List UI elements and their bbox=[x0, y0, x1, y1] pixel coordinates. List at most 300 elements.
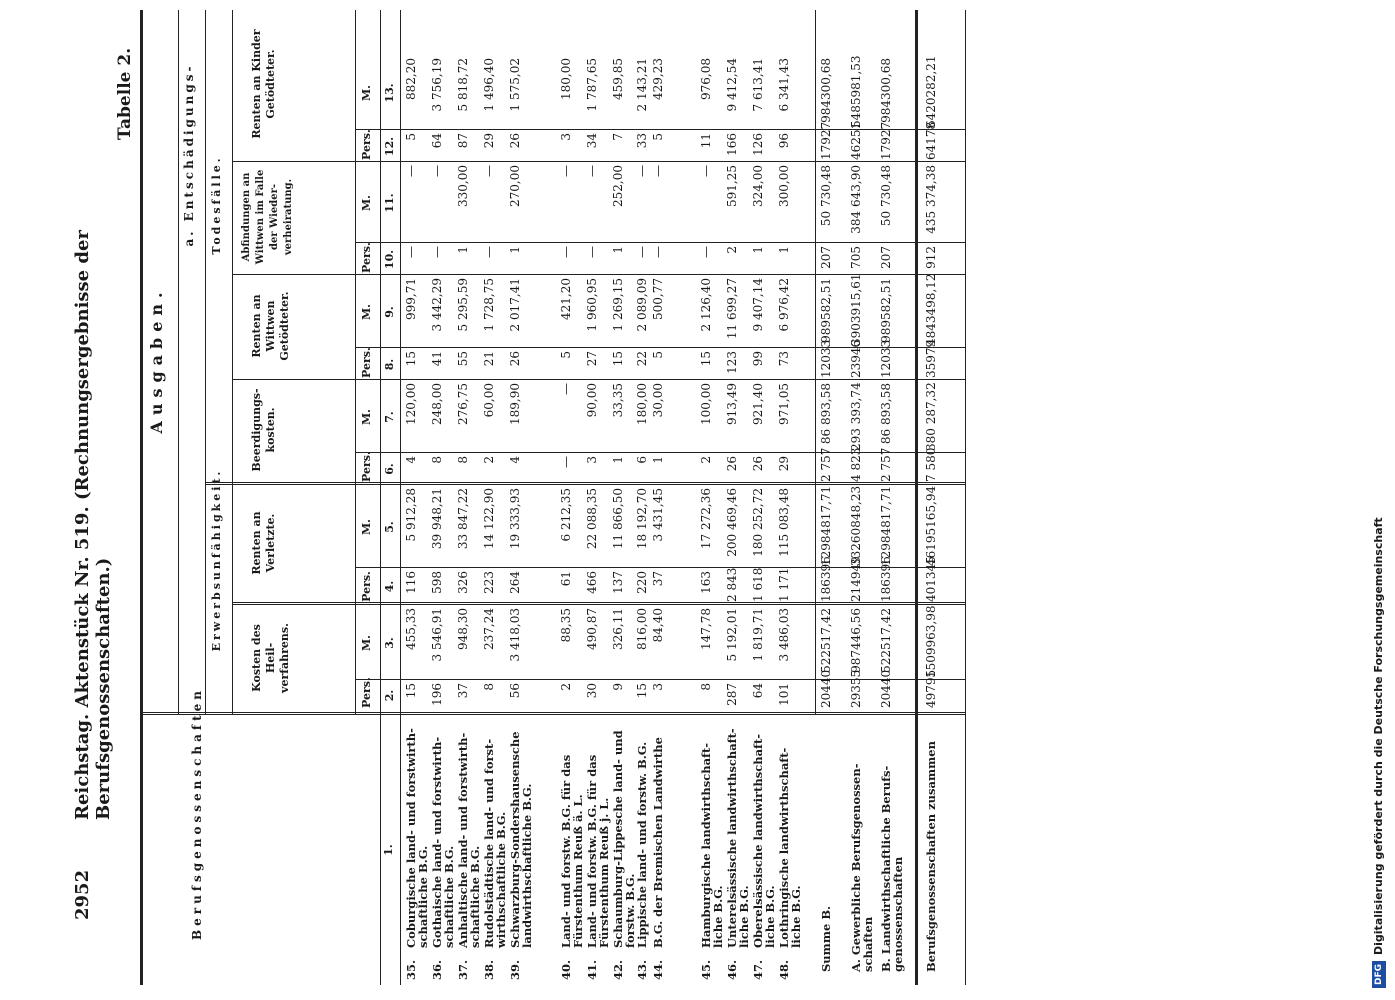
cell-c12: 3 bbox=[559, 133, 573, 141]
cell-c10: — bbox=[559, 246, 573, 258]
row-number: 45. bbox=[699, 959, 713, 980]
cell-c3: 816,00 bbox=[635, 608, 649, 650]
cell-c8: 27 bbox=[585, 351, 599, 367]
cell-c11: 330,00 bbox=[456, 165, 470, 207]
cell-c12: 64178 bbox=[924, 121, 938, 160]
cell-c4: 326 bbox=[456, 571, 470, 594]
cell-c8: 41 bbox=[430, 351, 444, 367]
cell-c9: 989582,51 bbox=[879, 278, 893, 343]
mark-label: M. bbox=[360, 409, 373, 426]
row-number: 43. bbox=[635, 959, 649, 980]
cell-c9: 1 960,95 bbox=[585, 278, 599, 332]
table-bottom-rule bbox=[965, 10, 966, 985]
heading-erwerbsunfaehigkeit: Erwerbsunfähigkeit. bbox=[210, 468, 223, 652]
cell-c12: 34 bbox=[585, 133, 599, 149]
row-name: Anhaltische land- und forstwirth-schaftliche B.G. bbox=[456, 732, 482, 948]
cell-c12: 96 bbox=[777, 133, 791, 149]
cell-c13: 429,23 bbox=[651, 58, 665, 100]
page-title: Reichstag. Aktenstück Nr. 519. (Rechnungsergebnisse der Berufsgenossenschaften.) bbox=[72, 230, 114, 820]
cell-c4: 1 171 bbox=[777, 567, 791, 602]
cell-c5: 19 333,93 bbox=[508, 488, 522, 550]
heading-renten-kinder: Renten an Kinder Getödteter. bbox=[250, 29, 277, 139]
cell-c2: 64 bbox=[751, 683, 765, 699]
colnum-4: 4. bbox=[383, 580, 396, 593]
name-column-rule bbox=[140, 712, 965, 715]
cell-c6: 1 bbox=[651, 456, 665, 464]
vrule bbox=[232, 602, 965, 605]
heading-beerdigungskosten: Beerdigungs-kosten. bbox=[250, 388, 277, 472]
row-number: 48. bbox=[777, 959, 791, 980]
totals-rule bbox=[815, 10, 816, 715]
cell-c9: 5 295,59 bbox=[456, 278, 470, 332]
cell-c7: 30,00 bbox=[651, 383, 665, 418]
cell-c3: 522517,42 bbox=[879, 608, 893, 673]
row-name: Schwarzburg-Sondershausensche landwirthschaftliche B.G. bbox=[508, 731, 534, 948]
cell-c6: 1 bbox=[611, 456, 625, 464]
cell-c4: 223 bbox=[482, 571, 496, 594]
cell-c3: 948,30 bbox=[456, 608, 470, 650]
cell-c8: 5 bbox=[559, 351, 573, 359]
total-label: Berufsgenossenschaften zusammen bbox=[924, 741, 938, 972]
cell-c13: 1 575,02 bbox=[508, 58, 522, 112]
cell-c6: 26 bbox=[751, 456, 765, 472]
cell-c2: 15 bbox=[404, 683, 418, 699]
cell-c2: 30 bbox=[585, 683, 599, 699]
cell-c3: 147,78 bbox=[699, 608, 713, 650]
cell-c7: 100,00 bbox=[699, 383, 713, 425]
cell-c11: 591,25 bbox=[725, 165, 739, 207]
colnum-rule bbox=[380, 10, 381, 985]
cell-c7: 189,90 bbox=[508, 383, 522, 425]
cell-c8: 12033 bbox=[819, 339, 833, 378]
cell-c8: 5 bbox=[651, 351, 665, 359]
cell-c9: 2 089,09 bbox=[635, 278, 649, 332]
cell-c2: 287 bbox=[725, 683, 739, 706]
colnum-1: 1. bbox=[382, 844, 395, 856]
cell-c12: 126 bbox=[751, 133, 765, 156]
vrule bbox=[355, 452, 965, 453]
total-label: Summe B. bbox=[819, 905, 833, 972]
colnum-11: 11. bbox=[383, 193, 396, 213]
cell-c8: 15 bbox=[611, 351, 625, 367]
cell-c12: 5 bbox=[651, 133, 665, 141]
cell-c3: 88,35 bbox=[559, 608, 573, 643]
cell-c5: 115 083,48 bbox=[777, 488, 791, 557]
cell-c7: 180,00 bbox=[635, 383, 649, 425]
cell-c5: 33 847,22 bbox=[456, 488, 470, 550]
cell-c11: 252,00 bbox=[611, 165, 625, 207]
cell-c8: 99 bbox=[751, 351, 765, 367]
colnum-10: 10. bbox=[383, 249, 396, 270]
cell-c4: 2 843 bbox=[725, 567, 739, 602]
cell-c2: 9 bbox=[611, 683, 625, 691]
row-name: Land- und forstw. B.G. für das Fürstenthum Reuß ä. L. bbox=[559, 754, 585, 948]
cell-c3: 1 819,71 bbox=[751, 608, 765, 662]
cell-c12: 64 bbox=[430, 133, 444, 149]
cell-c5: 12984817,71 bbox=[879, 485, 893, 566]
cell-c4: 264 bbox=[508, 571, 522, 594]
cell-c13: 6420282,21 bbox=[924, 55, 938, 128]
cell-c10: 912 bbox=[924, 246, 938, 269]
cell-c2: 2 bbox=[559, 683, 573, 691]
heading-kosten-heilverfahren: Kosten des Heil-verfahrens. bbox=[250, 623, 291, 693]
cell-c12: 33 bbox=[635, 133, 649, 149]
row-number: 35. bbox=[404, 959, 418, 980]
row-name: Coburgische land- und forstwirth-schaftliche B.G. bbox=[404, 728, 430, 948]
cell-c5: 180 252,72 bbox=[751, 488, 765, 557]
cell-c6: 3 bbox=[585, 456, 599, 464]
sidebar bbox=[1363, 8, 1395, 988]
cell-c3: 987446,56 bbox=[849, 608, 863, 673]
cell-c6: 2 757 bbox=[879, 447, 893, 482]
cell-c10: 705 bbox=[849, 246, 863, 269]
colnum-2: 2. bbox=[383, 689, 396, 702]
cell-c4: 220 bbox=[635, 571, 649, 594]
cell-c10: — bbox=[699, 246, 713, 258]
row-number: 40. bbox=[559, 959, 573, 980]
cell-c9: 999,71 bbox=[404, 278, 418, 320]
row-name: Schaumburg-Lippesche land- und forstw. B.G. bbox=[611, 730, 637, 948]
cell-c10: 207 bbox=[819, 246, 833, 269]
page-number: 2952 bbox=[72, 869, 93, 920]
row-number: 38. bbox=[482, 959, 496, 980]
cell-c10: — bbox=[430, 246, 444, 258]
cell-c12: 87 bbox=[456, 133, 470, 149]
cell-c12: 29 bbox=[482, 133, 496, 149]
pers-label: Pers. bbox=[360, 677, 373, 708]
cell-c3: 490,87 bbox=[585, 608, 599, 650]
cell-c3: 3 486,03 bbox=[777, 608, 791, 662]
cell-c2: 3 bbox=[651, 683, 665, 691]
row-number: 44. bbox=[651, 959, 665, 980]
cell-c3: 522517,42 bbox=[819, 608, 833, 673]
table-top-rule bbox=[140, 10, 143, 985]
cell-c7: 913,49 bbox=[725, 383, 739, 425]
cell-c4: 37 bbox=[651, 571, 665, 587]
mark-label: M. bbox=[360, 85, 373, 102]
cell-c12: 17927 bbox=[819, 121, 833, 160]
cell-c7: 248,00 bbox=[430, 383, 444, 425]
cell-c9: 2 017,41 bbox=[508, 278, 522, 332]
cell-c8: 26 bbox=[508, 351, 522, 367]
cell-c2: 49795 bbox=[924, 669, 938, 708]
cell-c6: — bbox=[559, 456, 573, 468]
cell-c7: 90,00 bbox=[585, 383, 599, 418]
cell-c13: 180,00 bbox=[559, 58, 573, 100]
cell-c12: 11 bbox=[699, 133, 713, 149]
group-rule bbox=[232, 10, 233, 715]
row-name: Oberelsässische landwirthschaft-liche B.G. bbox=[751, 733, 777, 948]
vrule bbox=[232, 379, 965, 380]
colnum-3: 3. bbox=[383, 637, 396, 649]
cell-c9: 4843498,12 bbox=[924, 273, 938, 346]
cell-c3: 84,40 bbox=[651, 608, 665, 643]
cell-c4: 163 bbox=[699, 571, 713, 594]
heading-renten-witwen: Renten an Wittwen Getödteter. bbox=[250, 291, 291, 361]
row-name: Rudolstädtische land- und forst-wirthschaftliche B.G. bbox=[482, 738, 508, 948]
cell-c8: 73 bbox=[777, 351, 791, 367]
cell-c9: 6 976,42 bbox=[777, 278, 791, 332]
row-number: 36. bbox=[430, 959, 444, 980]
vrule bbox=[205, 482, 965, 485]
cell-c7: 33,35 bbox=[611, 383, 625, 418]
cell-c8: 15 bbox=[404, 351, 418, 367]
cell-c3: 237,24 bbox=[482, 608, 496, 650]
cell-c4: 186396 bbox=[879, 556, 893, 602]
cell-c6: 2 bbox=[482, 456, 496, 464]
colnum-9: 9. bbox=[383, 306, 396, 318]
cell-c13: 1 787,65 bbox=[585, 58, 599, 112]
cell-c7: 293 393,74 bbox=[849, 382, 863, 451]
cell-c7: 60,00 bbox=[482, 383, 496, 418]
cell-c11: 270,00 bbox=[508, 165, 522, 207]
vrule bbox=[355, 679, 965, 680]
cell-c11: — bbox=[404, 165, 418, 177]
cell-c2: 8 bbox=[482, 683, 496, 691]
mark-label: M. bbox=[360, 519, 373, 536]
colnum-7: 7. bbox=[383, 411, 396, 423]
cell-c11: 435 374,38 bbox=[924, 165, 938, 234]
cell-c11: — bbox=[559, 165, 573, 177]
cell-c3: 1509963,98 bbox=[924, 605, 938, 678]
cell-c5: 39 948,21 bbox=[430, 488, 444, 550]
cell-c7: — bbox=[559, 383, 573, 395]
cell-c12: 5 bbox=[404, 133, 418, 141]
cell-c10: — bbox=[651, 246, 665, 258]
cell-c5: 18 192,70 bbox=[635, 488, 649, 550]
cell-c12: 7 bbox=[611, 133, 625, 141]
cell-c8: 22 bbox=[635, 351, 649, 367]
cell-c6: 26 bbox=[725, 456, 739, 472]
total-label: B. Landwirthschaftliche Berufs-genossenschaften bbox=[879, 765, 905, 972]
cell-c3: 455,33 bbox=[404, 608, 418, 650]
colnum-12: 12. bbox=[383, 136, 396, 157]
cell-c11: 50 730,48 bbox=[879, 165, 893, 227]
cell-c13: 5485981,53 bbox=[849, 55, 863, 128]
colnum-5: 5. bbox=[383, 521, 396, 533]
row-number: 47. bbox=[751, 959, 765, 980]
cell-c13: 984300,68 bbox=[879, 58, 893, 123]
cell-c9: 11 699,27 bbox=[725, 278, 739, 340]
cell-c10: — bbox=[482, 246, 496, 258]
cell-c5: 33260848,23 bbox=[849, 485, 863, 566]
cell-c8: 12033 bbox=[879, 339, 893, 378]
cell-c7: 120,00 bbox=[404, 383, 418, 425]
cell-c5: 3 431,45 bbox=[651, 488, 665, 542]
row-number: 42. bbox=[611, 959, 625, 980]
cell-c4: 401345 bbox=[924, 556, 938, 602]
vrule bbox=[232, 161, 965, 162]
cell-c9: 2 126,40 bbox=[699, 278, 713, 332]
cell-c13: 6 341,43 bbox=[777, 58, 791, 112]
cell-c11: — bbox=[482, 165, 496, 177]
cell-c6: 4 bbox=[508, 456, 522, 464]
cell-c11: — bbox=[585, 165, 599, 177]
cell-c13: 5 818,72 bbox=[456, 58, 470, 112]
cell-c12: 166 bbox=[725, 133, 739, 156]
cell-c13: 3 756,19 bbox=[430, 58, 444, 112]
cell-c11: — bbox=[635, 165, 649, 177]
mark-label: M. bbox=[360, 635, 373, 652]
cell-c9: 500,77 bbox=[651, 278, 665, 320]
colnum-6: 6. bbox=[383, 463, 396, 475]
cell-c13: 1 496,40 bbox=[482, 58, 496, 112]
cell-c7: 921,40 bbox=[751, 383, 765, 425]
cell-c2: 101 bbox=[777, 683, 791, 706]
cell-c10: 1 bbox=[611, 246, 625, 254]
cell-c3: 326,11 bbox=[611, 608, 625, 650]
cell-c10: 2 bbox=[725, 246, 739, 254]
cell-c10: 1 bbox=[751, 246, 765, 254]
cell-c11: 324,00 bbox=[751, 165, 765, 207]
cell-c5: 17 272,36 bbox=[699, 488, 713, 550]
cell-c10: 1 bbox=[508, 246, 522, 254]
row-number: 39. bbox=[508, 959, 522, 980]
entsch-rule bbox=[205, 10, 206, 715]
cell-c5: 200 469,46 bbox=[725, 488, 739, 557]
cell-c4: 214949 bbox=[849, 556, 863, 602]
row-name: Lothringische landwirthschaft-liche B.G. bbox=[777, 747, 803, 948]
cell-c3: 3 418,03 bbox=[508, 608, 522, 662]
cell-c6: 8 bbox=[456, 456, 470, 464]
cell-c2: 20440 bbox=[879, 669, 893, 708]
row-name: B.G. der Bremischen Landwirthe bbox=[651, 737, 665, 948]
heading-entschaedigungen: a. Entschädigungs- bbox=[182, 63, 196, 247]
mark-label: M. bbox=[360, 195, 373, 212]
cell-c2: 56 bbox=[508, 683, 522, 699]
cell-c7: 971,05 bbox=[777, 383, 791, 425]
colnum-8: 8. bbox=[383, 358, 396, 371]
cell-c11: — bbox=[430, 165, 444, 177]
cell-c9: 989582,51 bbox=[819, 278, 833, 343]
cell-c3: 5 192,01 bbox=[725, 608, 739, 662]
heading-todesfaelle: Todesfälle. bbox=[210, 155, 223, 255]
cell-c12: 17927 bbox=[879, 121, 893, 160]
heading-abfindungen: Abfindungen an Wittwen im Falle der Wieder-verheiratung. bbox=[241, 169, 294, 265]
cell-c8: 21 bbox=[482, 351, 496, 367]
row-number: 37. bbox=[456, 959, 470, 980]
cell-c5: 12984817,71 bbox=[819, 485, 833, 566]
cell-c9: 1 269,15 bbox=[611, 278, 625, 332]
cell-c7: 276,75 bbox=[456, 383, 470, 425]
cell-c2: 20440 bbox=[819, 669, 833, 708]
cell-c4: 186396 bbox=[819, 556, 833, 602]
table-label: Tabelle 2. bbox=[115, 47, 135, 140]
vrule bbox=[355, 347, 965, 348]
row-name: Land- und forstw. B.G. für das Fürstenthum Reuß j. L. bbox=[585, 754, 611, 948]
cell-c8: 55 bbox=[456, 351, 470, 367]
cell-c2: 196 bbox=[430, 683, 444, 706]
row-name: Gothaische land- und forstwirth-schaftliche B.G. bbox=[430, 736, 456, 948]
cell-c6: 7 580 bbox=[924, 447, 938, 482]
cell-c13: 9 412,54 bbox=[725, 58, 739, 112]
cell-c10: 1 bbox=[456, 246, 470, 254]
cell-c10: 1 bbox=[777, 246, 791, 254]
row-number: 41. bbox=[585, 959, 599, 980]
cell-c11: 50 730,48 bbox=[819, 165, 833, 227]
colnum-13: 13. bbox=[383, 83, 396, 103]
row-number: 46. bbox=[725, 959, 739, 980]
cell-c7: 380 287,32 bbox=[924, 382, 938, 451]
pers-label: Pers. bbox=[360, 347, 373, 378]
cell-c10: 207 bbox=[879, 246, 893, 269]
heading-renten-verletzte: Renten an Verletzte. bbox=[250, 511, 277, 575]
cell-c4: 116 bbox=[404, 571, 418, 594]
cell-c9: 3903915,61 bbox=[849, 273, 863, 346]
cell-c13: 7 613,41 bbox=[751, 58, 765, 112]
cell-c13: 459,85 bbox=[611, 58, 625, 100]
cell-c12: 46251 bbox=[849, 121, 863, 160]
cell-c8: 123 bbox=[725, 351, 739, 374]
cell-c11: 384 643,90 bbox=[849, 165, 863, 234]
heading-ausgaben: Ausgaben. bbox=[147, 286, 166, 434]
cell-c9: 421,20 bbox=[559, 278, 573, 320]
cell-c6: 2 bbox=[699, 456, 713, 464]
mark-label: M. bbox=[360, 304, 373, 321]
row-name: Unterelsässische landwirthschaft-liche B.G. bbox=[725, 728, 751, 948]
header-rule bbox=[400, 10, 401, 985]
cell-c6: 4 823 bbox=[849, 447, 863, 482]
cell-c6: 4 bbox=[404, 456, 418, 464]
cell-c13: 984300,68 bbox=[819, 58, 833, 123]
cell-c5: 5 912,28 bbox=[404, 488, 418, 542]
vrule bbox=[355, 567, 965, 568]
row-name: Hamburgische landwirthschaft-liche B.G. bbox=[699, 742, 725, 948]
cell-c5: 11 866,50 bbox=[611, 488, 625, 550]
cell-c9: 9 407,14 bbox=[751, 278, 765, 332]
cell-c13: 882,20 bbox=[404, 58, 418, 100]
vrule bbox=[355, 242, 965, 243]
cell-c5: 14 122,90 bbox=[482, 488, 496, 550]
heading-berufsgenossenschaften: Berufsgenossenschaften bbox=[190, 687, 204, 940]
cell-c4: 466 bbox=[585, 571, 599, 594]
cell-c5: 46195165,94 bbox=[924, 485, 938, 566]
cell-c2: 37 bbox=[456, 683, 470, 699]
pers-label: Pers. bbox=[360, 451, 373, 482]
cell-c4: 137 bbox=[611, 571, 625, 594]
cell-c4: 1 618 bbox=[751, 567, 765, 602]
cell-c10: — bbox=[585, 246, 599, 258]
pers-label: Pers. bbox=[360, 571, 373, 602]
dfg-logo: DFG bbox=[1372, 961, 1386, 988]
cell-c11: — bbox=[699, 165, 713, 177]
cell-c7: 86 893,58 bbox=[879, 383, 893, 445]
cell-c9: 1 728,75 bbox=[482, 278, 496, 332]
cell-c8: 23946 bbox=[849, 339, 863, 378]
cell-c13: 2 143,21 bbox=[635, 58, 649, 112]
vrule bbox=[355, 129, 965, 130]
cell-c6: 6 bbox=[635, 456, 649, 464]
cell-c9: 3 442,29 bbox=[430, 278, 444, 332]
pers-label: Pers. bbox=[360, 242, 373, 273]
cell-c4: 598 bbox=[430, 571, 444, 594]
cell-c10: — bbox=[635, 246, 649, 258]
ausgaben-rule bbox=[178, 10, 179, 715]
cell-c12: 26 bbox=[508, 133, 522, 149]
cell-c2: 15 bbox=[635, 683, 649, 699]
cell-c11: — bbox=[651, 165, 665, 177]
total-label: A. Gewerbliche Berufsgenossen-schaften bbox=[849, 763, 875, 972]
pers-label: Pers. bbox=[360, 129, 373, 160]
cell-c11: 300,00 bbox=[777, 165, 791, 207]
cell-c2: 8 bbox=[699, 683, 713, 691]
grand-total-rule bbox=[915, 10, 918, 985]
cell-c2: 29355 bbox=[849, 669, 863, 708]
cell-c5: 6 212,35 bbox=[559, 488, 573, 542]
cell-c10: — bbox=[404, 246, 418, 258]
cell-c8: 15 bbox=[699, 351, 713, 367]
pers-rule bbox=[355, 10, 356, 715]
